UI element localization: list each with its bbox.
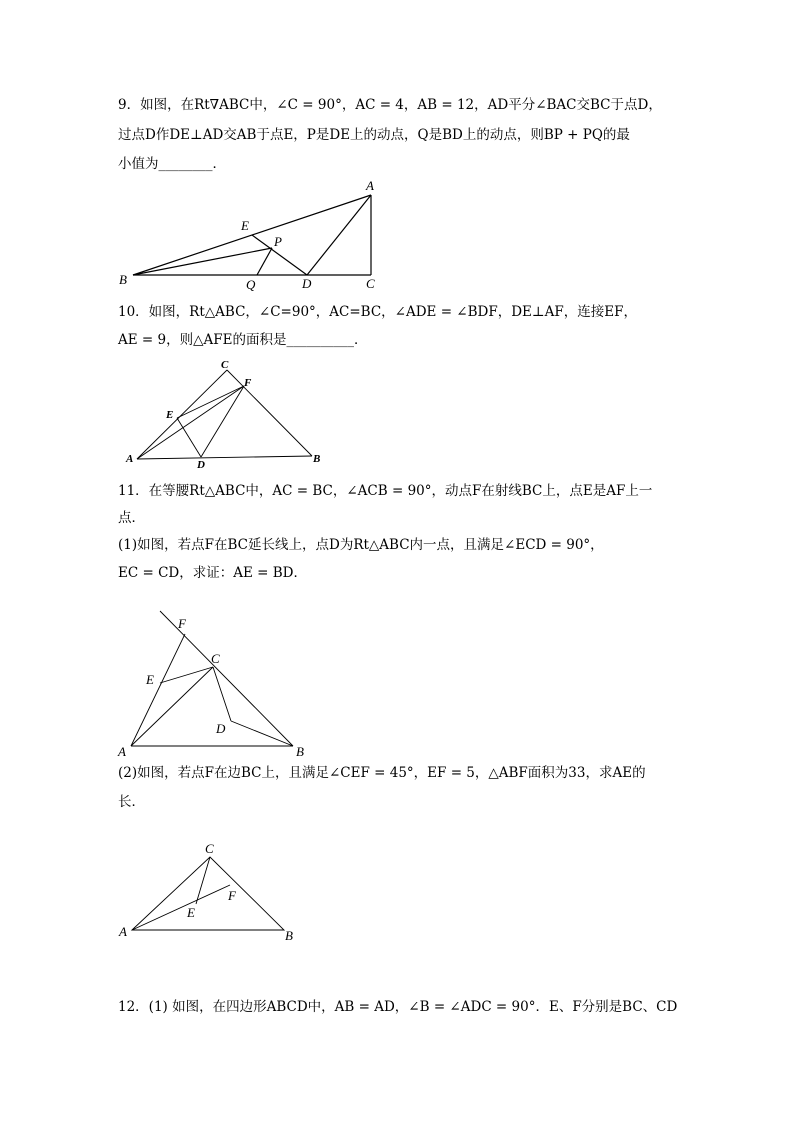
p11-2-label-E: E xyxy=(187,905,195,920)
p10-line-2: AE = 9，则△AFE的面积是__________． xyxy=(118,332,368,348)
p9-label-E: E xyxy=(241,218,249,233)
p11-1-label-E: E xyxy=(146,672,154,687)
p11-1-label-B: B xyxy=(296,744,304,759)
p11-2-label-A: A xyxy=(119,924,127,939)
p11-1-label-A: A xyxy=(118,744,126,759)
p11-2-label-B: B xyxy=(285,928,293,943)
p9-label-D: D xyxy=(302,276,312,291)
p9-label-B: B xyxy=(119,272,127,287)
p10-label-B: B xyxy=(313,453,321,465)
p11-2-line-1: (2)如图，若点F在边BC上，且满足∠CEF = 45°，EF = 5，△ABF面积为33，求AE的 xyxy=(118,765,646,781)
p11-2-label-F: F xyxy=(228,888,236,903)
p10-label-A: A xyxy=(126,453,134,465)
p11-2-line-2: 长． xyxy=(118,794,145,810)
p9-line-3: 小值为________． xyxy=(118,156,226,172)
p11-1-label-C: C xyxy=(211,651,220,666)
p10-label-C: C xyxy=(221,359,229,371)
p10-line-1: 10．如图，Rt△ABC，∠C=90°，AC=BC，∠ADE = ∠BDF，DE⊥AF，连接EF， xyxy=(118,304,637,320)
p9-label-P: P xyxy=(274,234,282,249)
segment-AF xyxy=(132,885,230,930)
p9-line-1: 9．如图，在Rt∇ABC中，∠C = 90°，AC = 4，AB = 12，AD平分∠BAC交BC于点D， xyxy=(118,97,662,113)
p10-label-F: F xyxy=(244,377,252,389)
p9-label-C: C xyxy=(366,276,375,291)
p11-line-4: EC = CD，求证：AE = BD． xyxy=(118,565,307,581)
p11-line-1: 11．在等腰Rt△ABC中，AC = BC，∠ACB = 90°，动点F在射线BC上，点E是AF上一 xyxy=(118,483,653,499)
p9-line-2: 过点D作DE⊥AD交AB于点E，P是DE上的动点，Q是BD上的动点，则BP + PQ的最 xyxy=(118,127,630,143)
p12-line-1: 12．(1) 如图，在四边形ABCD中，AB = AD，∠B = ∠ADC = 90°．E、F分别是BC、CD xyxy=(118,999,678,1015)
p10-label-D: D xyxy=(197,459,205,471)
p9-label-Q: Q xyxy=(246,277,256,292)
p11-1-label-F: F xyxy=(178,616,186,631)
p11-line-2: 点． xyxy=(118,510,145,526)
p10-label-E: E xyxy=(166,409,174,421)
p11-1-label-D: D xyxy=(216,721,226,736)
p11-line-3: (1)如图，若点F在BC延长线上，点D为Rt△ABC内一点，且满足∠ECD = 90°， xyxy=(118,537,604,553)
p11-2-label-C: C xyxy=(205,841,214,856)
p9-label-A: A xyxy=(366,178,374,193)
